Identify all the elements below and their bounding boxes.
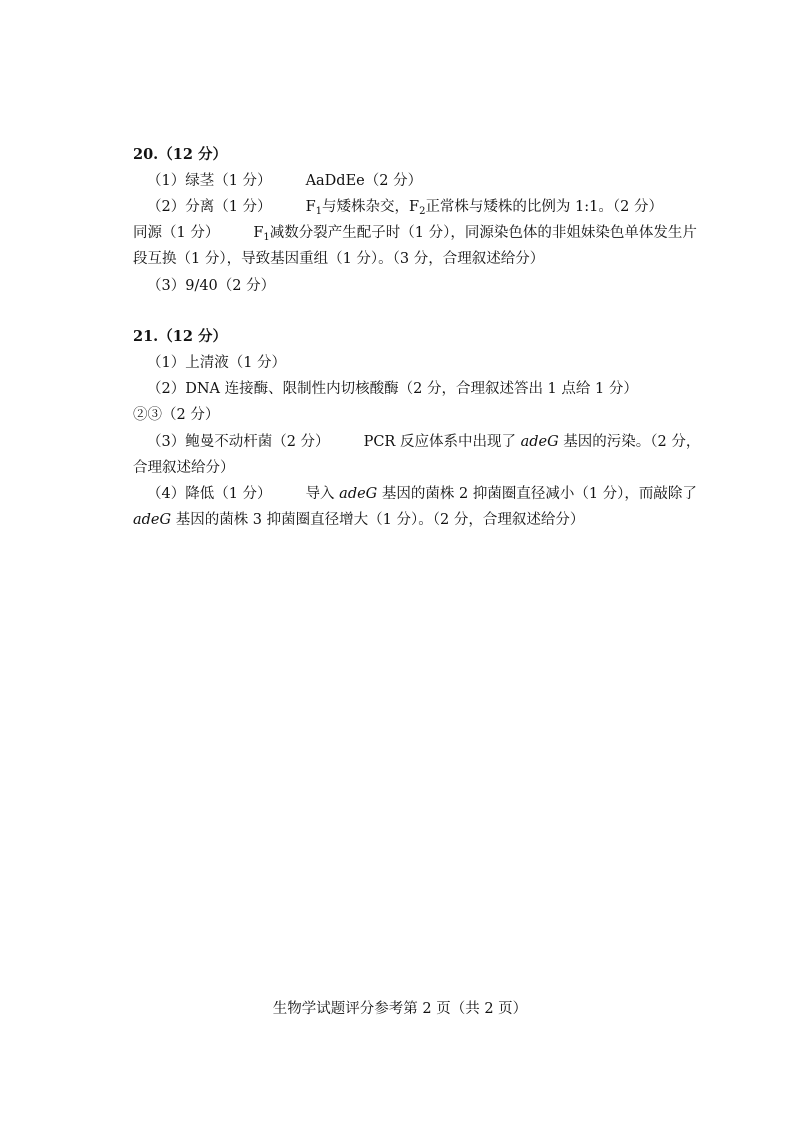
question-20-header: 20.（12 分） [133, 146, 227, 163]
q21-part2-line2: ②③（2 分） [133, 407, 220, 423]
q20-part2-answer-b: $F_1$与矮株杂交，$F_2$正常株与矮株的比例为 1:1。（2 分） [305, 199, 663, 217]
question-21-header: 21.（12 分） [133, 328, 227, 345]
q21-part2: （2）DNA 连接酶、限制性内切核酸酶（2 分，合理叙述答出 1 点给 1 分） [147, 381, 638, 397]
q20-part2-explanation: $F_1$减数分裂产生配子时（1 分），同源染色体的非姐妹染色单体发生片 [253, 225, 697, 243]
q21-part1: （1）上清液（1 分） [147, 355, 287, 371]
q21-part3-line2: 合理叙述给分） [133, 460, 235, 476]
gene-name: adeG [339, 486, 378, 502]
page-footer: 生物学试题评分参考第 2 页（共 2 页） [272, 1001, 528, 1017]
q20-part3: （3）9/40（2 分） [147, 278, 276, 294]
gene-name: adeG [520, 434, 559, 450]
q21-part4 [147, 484, 697, 504]
q20-part2 [147, 197, 663, 217]
q21-part4-answer-b: 导入 adeG 基因的菌株 2 抑菌圈直径减小（1 分），而敲除了 [305, 486, 697, 502]
gene-name: adeG [133, 512, 172, 528]
q21-part3-answer-a: （3）鲍曼不动杆菌（2 分） [147, 434, 330, 450]
q20-part2-line2 [133, 223, 697, 243]
q20-part2-answer-a: （2）分离（1 分） [147, 199, 272, 215]
q21-part4-line2: adeG 基因的菌株 3 抑菌圈直径增大（1 分）。（2 分，合理叙述给分） [133, 512, 585, 528]
q20-part2-line3: 段互换（1 分），导致基因重组（1 分）。（3 分，合理叙述给分） [133, 251, 545, 267]
q21-part3 [147, 432, 700, 452]
q21-part3-answer-b: PCR 反应体系中出现了 adeG 基因的污染。（2 分， [363, 434, 701, 450]
q20-part1-answer-a: （1）绿茎（1 分） [147, 173, 272, 189]
q20-part1-answer-b: AaDdEe（2 分） [305, 173, 423, 189]
q21-part4-answer-a: （4）降低（1 分） [147, 486, 272, 502]
q20-part1 [147, 171, 422, 191]
q20-part2-homolog: 同源（1 分） [133, 225, 220, 241]
